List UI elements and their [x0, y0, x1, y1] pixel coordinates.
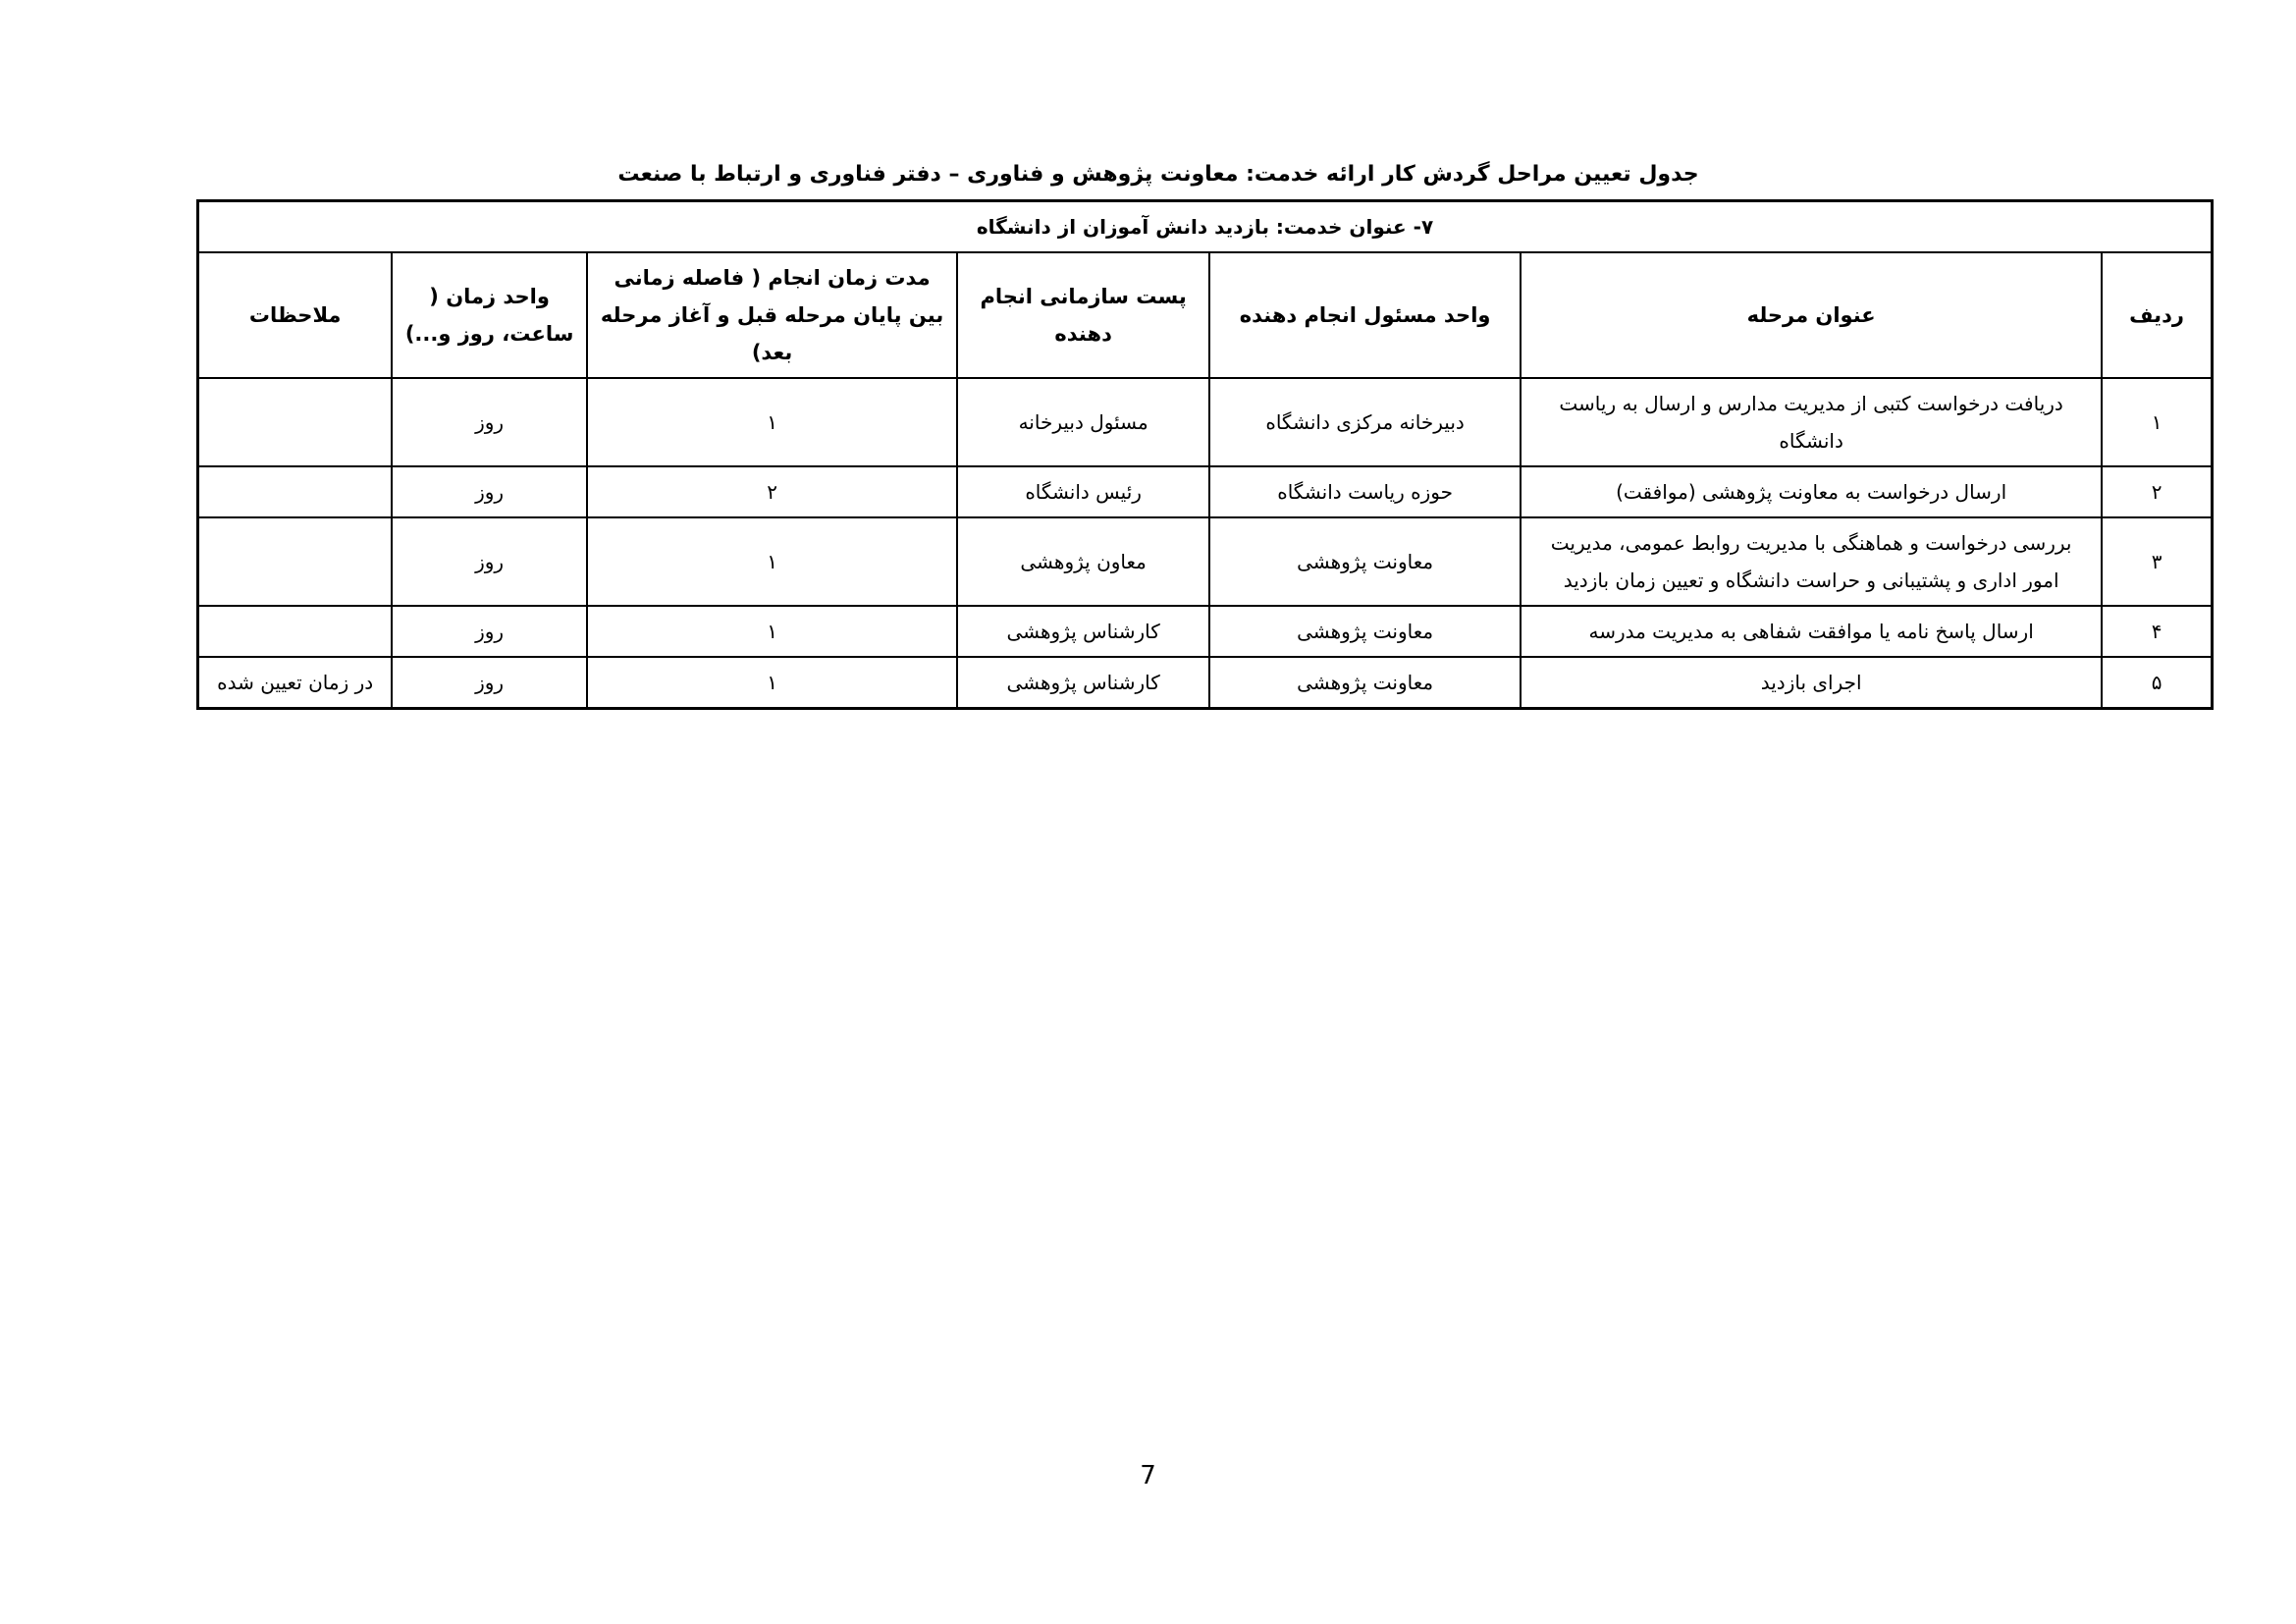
table-row [198, 378, 2213, 466]
cell-step-title: دریافت درخواست کتبی از مدیریت مدارس و ارسال به ریاست دانشگاه [1521, 378, 2102, 466]
cell-row-no: ۲ [2102, 466, 2212, 517]
table-row [198, 606, 2213, 657]
cell-notes [198, 606, 393, 657]
header-time-unit: واحد زمان ( ساعت، روز و...) [392, 252, 587, 378]
cell-responsible-unit: معاونت پژوهشی [1209, 606, 1521, 657]
table-row [198, 517, 2213, 606]
cell-row-no: ۵ [2102, 657, 2212, 709]
header-duration: مدت زمان انجام ( فاصله زمانی بین پایان مرحله قبل و آغاز مرحله بعد) [587, 252, 957, 378]
table-row [198, 657, 2213, 709]
cell-position: کارشناس پژوهشی [957, 606, 1209, 657]
cell-responsible-unit: معاونت پژوهشی [1209, 517, 1521, 606]
cell-notes [198, 378, 393, 466]
service-title: ۷- عنوان خدمت: بازدید دانش آموزان از دانشگاه [198, 201, 2213, 253]
header-notes: ملاحظات [198, 252, 393, 378]
cell-row-no: ۱ [2102, 378, 2212, 466]
cell-step-title: اجرای بازدید [1521, 657, 2102, 709]
cell-duration: ۲ [587, 466, 957, 517]
cell-position: معاون پژوهشی [957, 517, 1209, 606]
cell-notes: در زمان تعیین شده [198, 657, 393, 709]
header-row-no: ردیف [2102, 252, 2212, 378]
cell-notes [198, 466, 393, 517]
page-number: 7 [1140, 1461, 1156, 1490]
cell-duration: ۱ [587, 657, 957, 709]
cell-duration: ۱ [587, 517, 957, 606]
cell-position: مسئول دبیرخانه [957, 378, 1209, 466]
header-step-title: عنوان مرحله [1521, 252, 2102, 378]
cell-duration: ۱ [587, 378, 957, 466]
cell-time-unit: روز [392, 466, 587, 517]
cell-step-title: بررسی درخواست و هماهنگی با مدیریت روابط عمومی، مدیریت امور اداری و پشتیبانی و حراست دانشگاه و تعیین زمان بازدید [1521, 517, 2102, 606]
document-title: جدول تعیین مراحل گردش کار ارائه خدمت: معاونت پژوهش و فناوری – دفتر فناوری و ارتباط با صنعت [617, 162, 1699, 187]
cell-time-unit: روز [392, 378, 587, 466]
cell-responsible-unit: معاونت پژوهشی [1209, 657, 1521, 709]
cell-step-title: ارسال درخواست به معاونت پژوهشی (موافقت) [1521, 466, 2102, 517]
cell-time-unit: روز [392, 606, 587, 657]
workflow-table [196, 199, 2214, 710]
table-row [198, 466, 2213, 517]
cell-responsible-unit: دبیرخانه مرکزی دانشگاه [1209, 378, 1521, 466]
cell-position: کارشناس پژوهشی [957, 657, 1209, 709]
cell-position: رئیس دانشگاه [957, 466, 1209, 517]
cell-step-title: ارسال پاسخ نامه یا موافقت شفاهی به مدیریت مدرسه [1521, 606, 2102, 657]
header-responsible-unit: واحد مسئول انجام دهنده [1209, 252, 1521, 378]
cell-notes [198, 517, 393, 606]
cell-duration: ۱ [587, 606, 957, 657]
cell-time-unit: روز [392, 517, 587, 606]
table-header-row [198, 252, 2213, 378]
cell-time-unit: روز [392, 657, 587, 709]
header-position: پست سازمانی انجام دهنده [957, 252, 1209, 378]
cell-responsible-unit: حوزه ریاست دانشگاه [1209, 466, 1521, 517]
cell-row-no: ۴ [2102, 606, 2212, 657]
cell-row-no: ۳ [2102, 517, 2212, 606]
service-title-row [198, 201, 2213, 253]
